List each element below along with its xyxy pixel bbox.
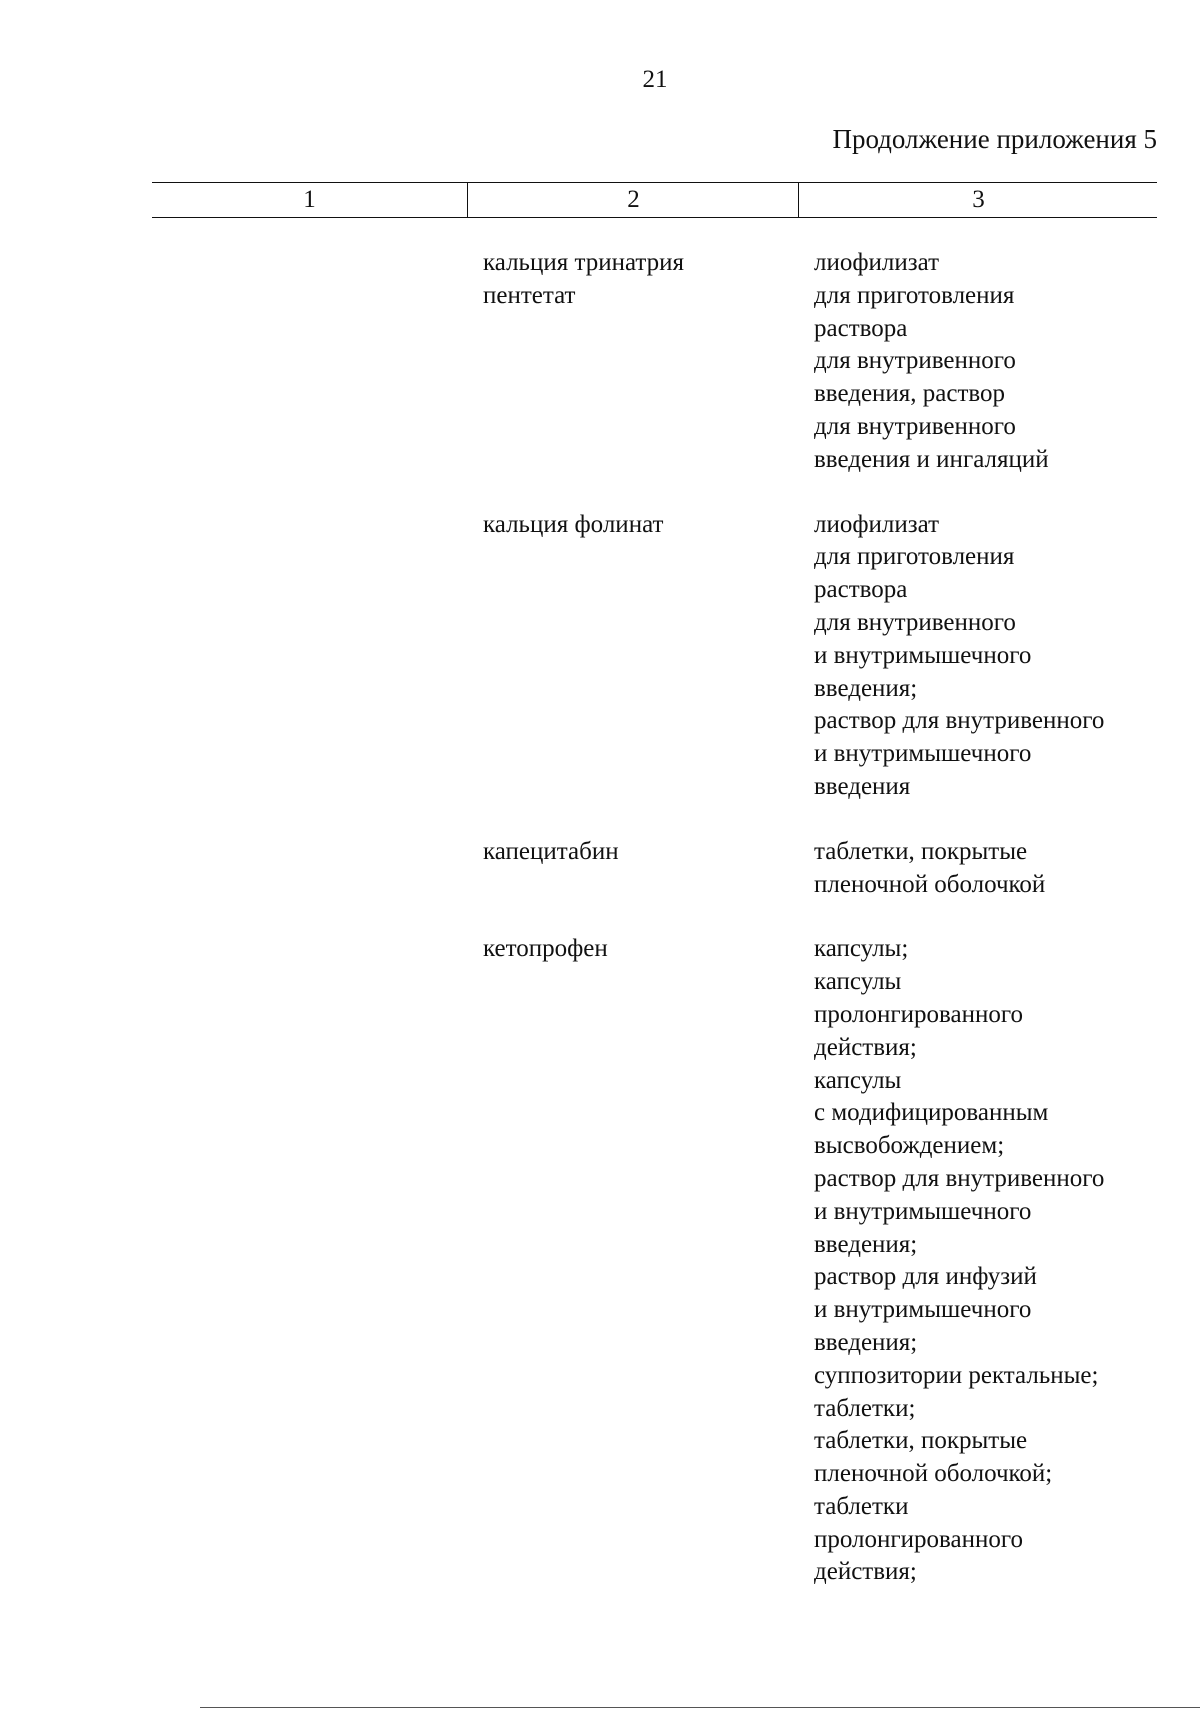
drug-name [483,247,803,313]
column-header-3: 3 [798,183,1158,217]
dosage-form-line: раствора [814,314,908,342]
drug-name [483,509,803,542]
dosage-form-line: для внутривенного [814,608,1016,636]
dosage-form-line: раствор для внутривенного [814,707,1105,735]
table-row [0,836,1200,902]
dosage-form-line: таблетки; [814,1394,916,1422]
drug-name [483,836,803,869]
dosage-form-line: таблетки, покрытые [814,837,1028,865]
drug-name-line: кальция фолинат [483,510,664,538]
dosage-form-line: пленочной оболочкой; [814,1460,1053,1488]
dosage-forms [814,836,1194,902]
drug-name-line: пентетат [483,281,576,309]
table-row [0,247,1200,477]
dosage-form-line: раствор для инфузий [814,1263,1037,1291]
dosage-form-line: пленочной оболочкой [814,870,1046,898]
column-header-2: 2 [467,183,799,217]
dosage-form-line: лиофилизат [814,510,940,538]
dosage-form-line: пролонгированного [814,1525,1023,1553]
dosage-form-line: и внутримышечного [814,1296,1032,1324]
bottom-edge-rule [200,1707,1200,1708]
dosage-form-line: действия; [814,1033,917,1061]
dosage-form-line: и внутримышечного [814,641,1032,669]
dosage-form-line: введения; [814,674,918,702]
column-header-1: 1 [303,186,316,213]
dosage-forms [814,509,1194,804]
dosage-form-line: с модифицированным [814,1099,1049,1127]
drug-name-line: кальция тринатрия [483,249,685,276]
dosage-form-line: раствор для внутривенного [814,1164,1105,1192]
drug-name [483,933,803,966]
dosage-forms [814,933,1194,1589]
drug-name-line: кетопрофен [483,935,608,963]
dosage-form-line: раствора [814,576,908,604]
dosage-form-line: лиофилизат [814,249,940,276]
dosage-form-line: таблетки, покрытые [814,1427,1028,1455]
dosage-form-line: введения; [814,1328,918,1356]
dosage-form-line: и внутримышечного [814,740,1032,768]
dosage-form-line: для приготовления [814,281,1015,309]
page-number: 21 [642,66,668,93]
drug-name-line: капецитабин [483,837,619,865]
dosage-form-line: введения; [814,1230,918,1258]
table-row [0,933,1200,1589]
dosage-form-line: капсулы; [814,935,909,963]
dosage-form-line: введения и ингаляций [814,445,1049,473]
dosage-form-line: для внутривенного [814,347,1016,375]
dosage-form-line: введения, раствор [814,380,1006,408]
dosage-form-line: действия; [814,1558,917,1586]
dosage-form-line: капсулы [814,968,902,996]
dosage-form-line: для внутривенного [814,412,1016,440]
dosage-form-line: введения [814,772,911,800]
dosage-form-line: для приготовления [814,543,1015,571]
table-row [0,509,1200,804]
dosage-forms [814,247,1194,477]
dosage-form-line: высвобождением; [814,1132,1005,1160]
continuation-label: Продолжение приложения 5 [832,124,1157,154]
dosage-form-line: суппозитории ректальные; [814,1361,1099,1389]
dosage-form-line: пролонгированного [814,1000,1023,1028]
table-header [152,182,1157,218]
table-body [0,247,1200,1589]
dosage-form-line: капсулы [814,1066,902,1094]
dosage-form-line: и внутримышечного [814,1197,1032,1225]
dosage-form-line: таблетки [814,1492,909,1520]
